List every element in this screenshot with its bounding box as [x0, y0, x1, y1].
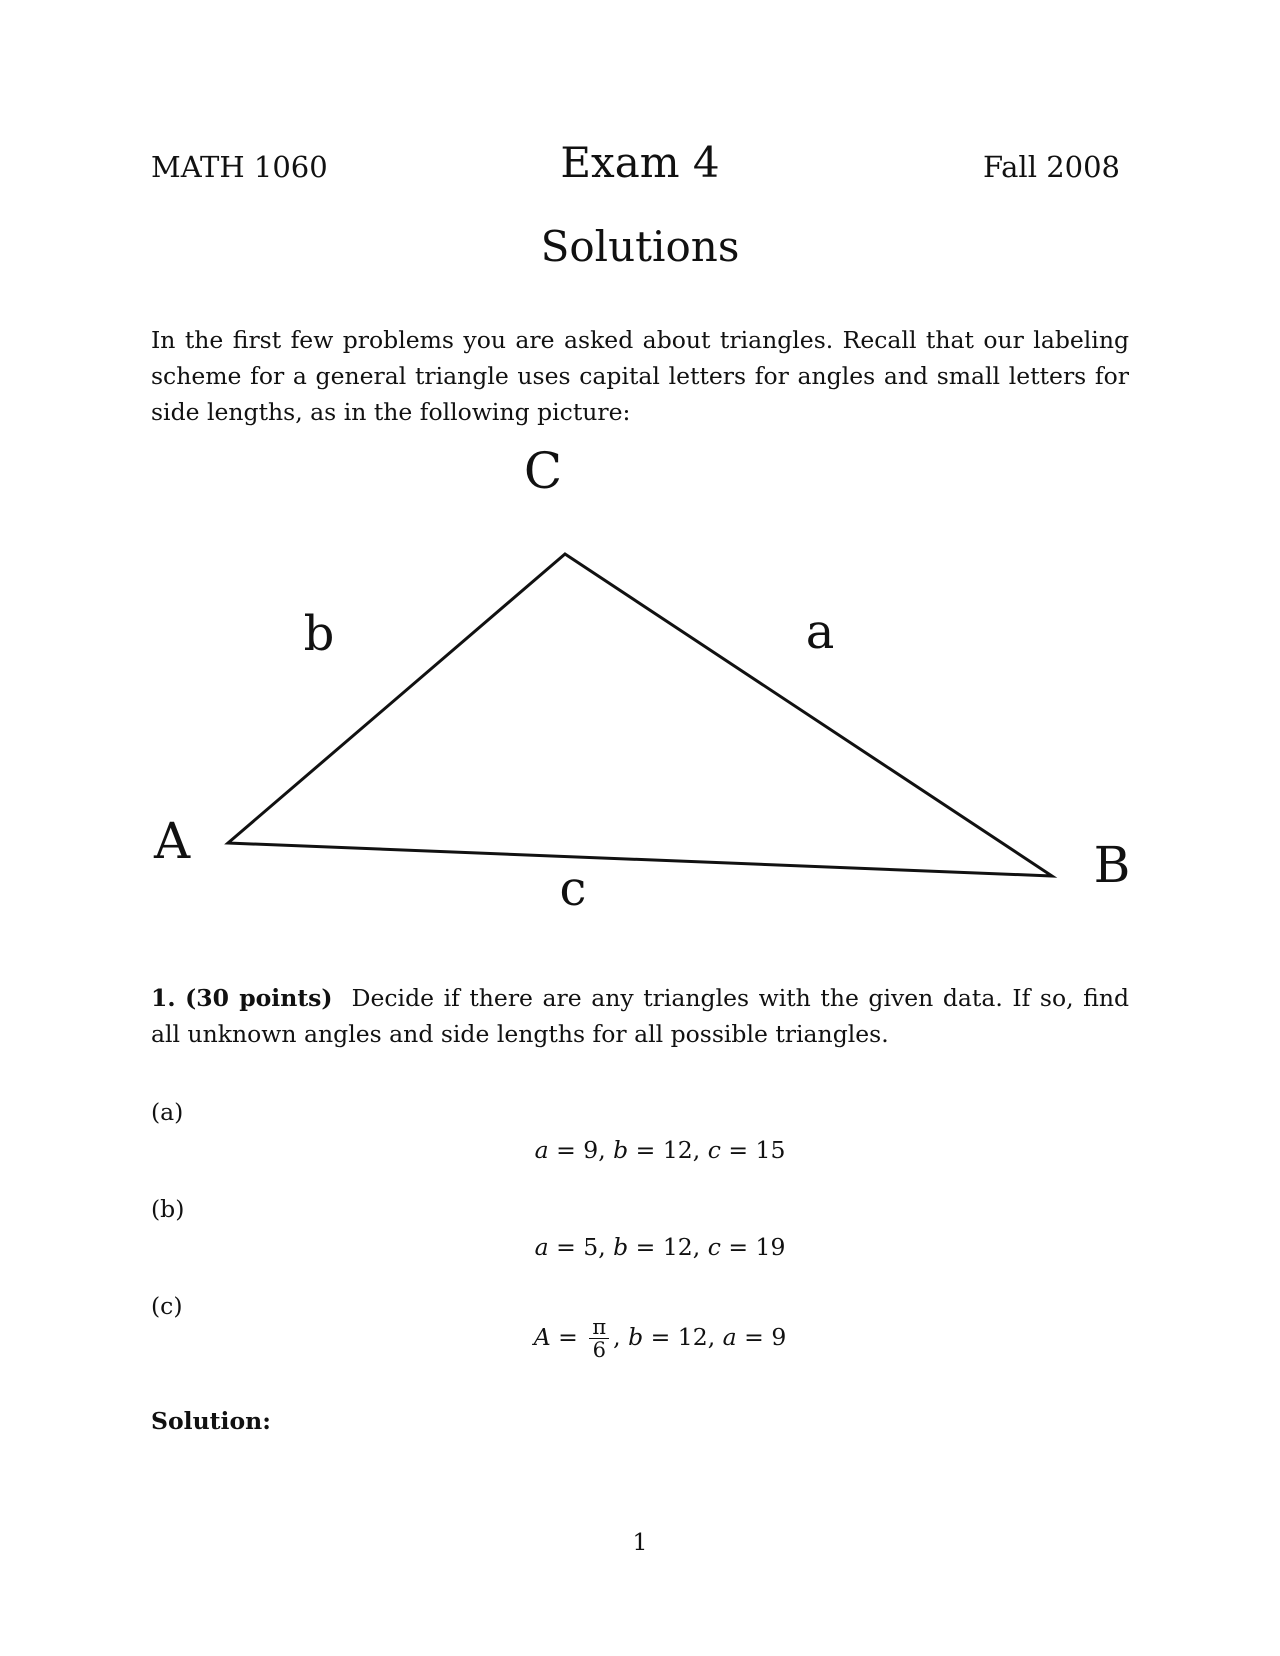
problem-number: 1. — [151, 984, 176, 1012]
pi-over-six-fraction: $\frac{\pi}{6}$ — [589, 1316, 609, 1361]
problem-1-statement — [151, 980, 1129, 1052]
side-label-a: a — [805, 604, 835, 660]
part-b-label: (b) — [151, 1195, 185, 1223]
vertex-label-c: C — [523, 442, 563, 500]
vertex-label-a: A — [153, 812, 191, 870]
intro-paragraph: In the first few problems you are asked about triangles. Recall that our labeling scheme for a general triangle uses capital letters for angles and small letters for side lengths, as in the following picture: — [151, 326, 1129, 426]
triangle-shape — [228, 554, 1052, 876]
part-c-label: (c) — [151, 1292, 183, 1320]
part-c-equation: A = $\frac{\pi}{6}$ , b = 12, a = 9 — [533, 1315, 787, 1362]
term: Fall 2008 — [982, 150, 1120, 184]
exam-title: Exam 4 — [560, 138, 720, 187]
side-label-c: c — [559, 861, 587, 917]
side-label-b: b — [303, 606, 335, 662]
part-a-equation: a = 9, b = 12, c = 15 — [534, 1136, 786, 1164]
vertex-label-b: B — [1093, 836, 1131, 894]
part-b-equation: a = 5, b = 12, c = 19 — [534, 1233, 786, 1261]
page-number: 1 — [632, 1528, 648, 1556]
part-a-label: (a) — [151, 1098, 184, 1126]
course-code: MATH 1060 — [151, 150, 328, 184]
problem-text: Decide if there are any triangles with the given data. If so, find all unknown angles and side lengths for all possible triangles. — [151, 984, 1129, 1048]
solution-heading: Solution: — [151, 1407, 271, 1435]
page-subtitle: Solutions — [540, 222, 740, 271]
problem-points: (30 points) — [185, 984, 333, 1012]
